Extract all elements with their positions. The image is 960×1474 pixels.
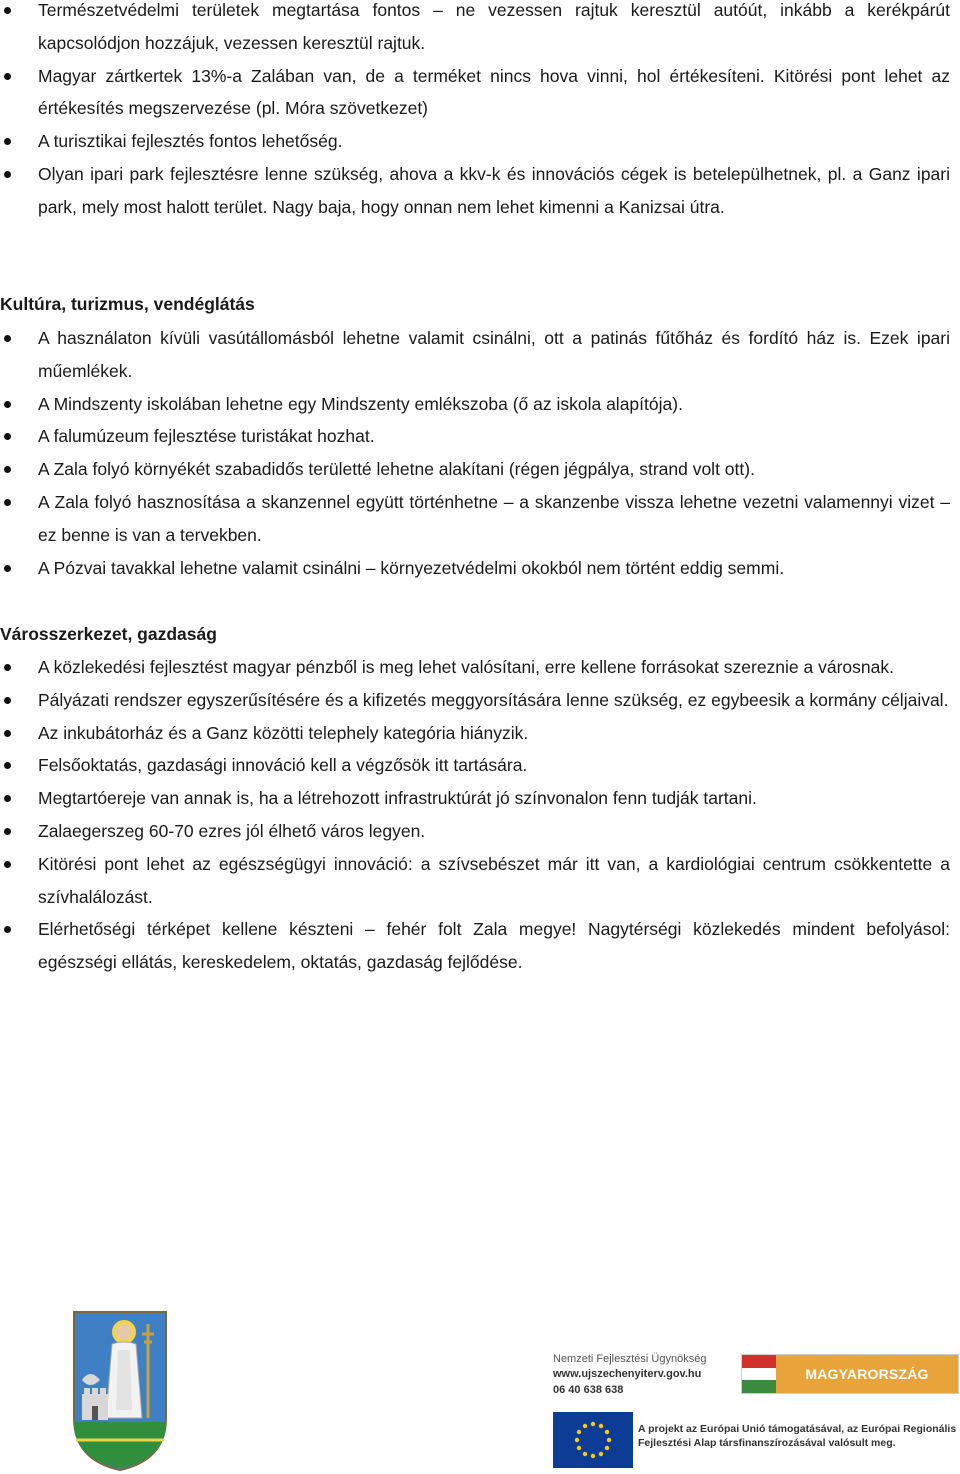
- page-footer: [0, 1300, 960, 1474]
- list-item: A falumúzeum fejlesztése turistákat hozhat.: [0, 420, 960, 453]
- agency-phone: 06 40 638 638: [553, 1384, 624, 1396]
- list-item: Olyan ipari park fejlesztésre lenne szükség, ahova a kkv-k és innovációs cégek is betelepülhetnek, pl. a Ganz ipari park, mely most halott terület. Nagy baja, hogy onnan nem lehet kimenni a Kanizsai útra.: [0, 158, 960, 224]
- list-item: A Zala folyó hasznosítása a skanzennel együtt történhetne – a skanzenbe vissza lehetne vezetni valamennyi vizet – ez benne is van a tervekben.: [0, 486, 960, 552]
- agency-url: www.ujszechenyiterv.gov.hu: [553, 1368, 702, 1380]
- list-item: A Pózvai tavakkal lehetne valamit csinálni – környezetvédelmi okokból nem történt eddig semmi.: [0, 552, 960, 585]
- badge-text: MAGYARORSZÁG MEGÚJUL: [776, 1355, 958, 1393]
- list-item: A Zala folyó környékét szabadidős területté lehetne alakítani (régen jégpálya, strand volt ott).: [0, 453, 960, 486]
- magyarorszag-megujul-badge: [741, 1354, 959, 1420]
- list-item: Kitörési pont lehet az egészségügyi innováció: a szívsebészet már itt van, a kardiológiai centrum csökkentette a szívhalálozást.: [0, 848, 960, 914]
- list-item: Pályázati rendszer egyszerűsítésére és a kifizetés meggyorsítására lenne szükség, ez egybeesik a kormány céljaival.: [0, 684, 960, 717]
- bullet-list-kultura: [0, 322, 960, 584]
- list-item: Magyar zártkertek 13%-a Zalában van, de a terméket nincs hova vinni, hol értékesíteni. Kitörési pont lehet az értékesítés megszervezése (pl. Móra szövetkezet): [0, 60, 960, 126]
- list-item: Elérhetőségi térképet kellene készteni – fehér folt Zala megye! Nagytérségi közlekedés mindent befolyásol: egészségi ellátás, kereskedelem, oktatás, gazdaság fejlődése.: [0, 913, 960, 979]
- list-item: Felsőoktatás, gazdasági innováció kell a végzősök itt tartására.: [0, 749, 960, 782]
- list-item: Természetvédelmi területek megtartása fontos – ne vezessen rajtuk keresztül autóút, inkább a kerékpárút kapcsolódjon hozzájuk, vezessen keresztül rajtuk.: [0, 0, 960, 60]
- agency-info: [553, 1352, 733, 1397]
- eu-funding-note: A projekt az Európai Unió támogatásával, az Európai Regionális Fejlesztési Alap társfinanszírozásával valósult meg.: [638, 1423, 957, 1449]
- section-heading-varos: Városszerkezet, gazdaság: [0, 624, 217, 644]
- bullet-list-varos: [0, 651, 960, 979]
- list-item: Zalaegerszeg 60-70 ezres jól élhető város legyen.: [0, 815, 960, 848]
- list-item: Megtartóereje van annak is, ha a létrehozott infrastruktúrát jó színvonalon fenn tudják tartani.: [0, 782, 960, 815]
- agency-name: Nemzeti Fejlesztési Ügynökség: [553, 1353, 707, 1365]
- hungarian-flag-icon: [742, 1355, 776, 1393]
- list-item: Az inkubátorház és a Ganz közötti telephely kategória hiányzik.: [0, 717, 960, 750]
- coat-of-arms-icon: [72, 1310, 168, 1472]
- eu-flag-icon: [553, 1412, 633, 1468]
- list-item: A közlekedési fejlesztést magyar pénzből is meg lehet valósítani, erre kellene forrásokat szereznie a városnak.: [0, 651, 960, 684]
- section-heading-kultura: Kultúra, turizmus, vendéglátás: [0, 294, 255, 314]
- list-item: A Mindszenty iskolában lehetne egy Mindszenty emlékszoba (ő az iskola alapítója).: [0, 388, 960, 421]
- list-item: A használaton kívüli vasútállomásból lehetne valamit csinálni, ott a patinás fűtőház és fordító ház is. Ezek ipari műemlékek.: [0, 322, 960, 388]
- list-item: A turisztikai fejlesztés fontos lehetőség.: [0, 125, 960, 158]
- bullet-list-intro: [0, 0, 960, 224]
